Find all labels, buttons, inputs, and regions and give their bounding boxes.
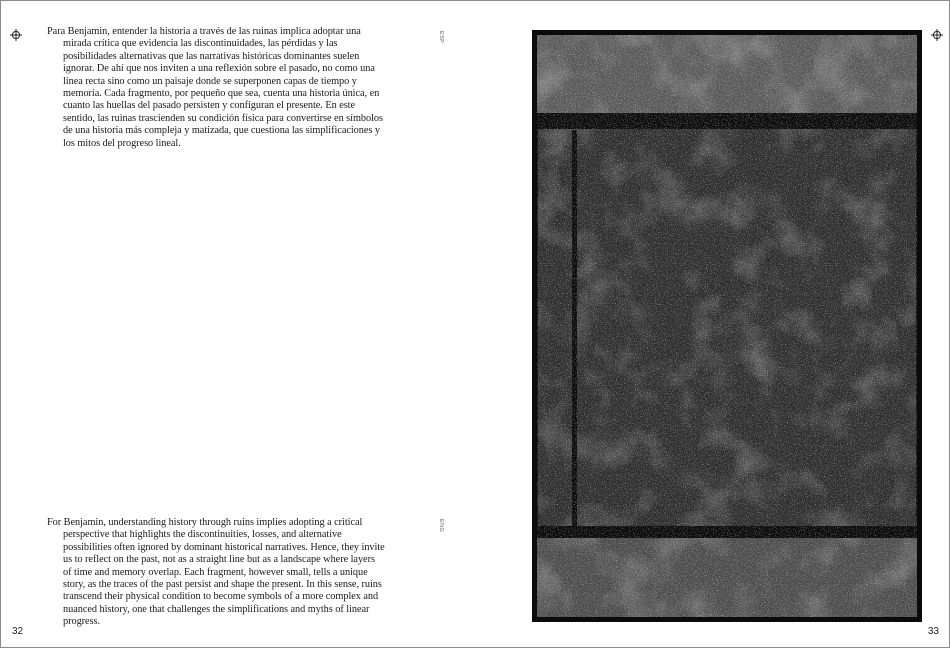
ruin-photograph (532, 30, 922, 622)
right-page (475, 1, 949, 647)
spanish-paragraph: Para Benjamin, entender la historia a través de las ruinas implica adoptar una mirada crítica que evidencia las discontinuidades, las pérdidas y las posibilidades alternativas que las narrativas históricas dominantes suelen ignorar. De ahí que nos inviten a una reflexión sobre el pasado, no como una línea recta sino como un paisaje donde se superponen capas de tiempo y memoria. Cada fragmento, por pequeño que sea, cuenta una historia única, en cuanto las huellas del pasado persisten y configuran el presente. En este sentido, las ruinas trascienden su condición física para convertirse en símbolos de una historia más compleja y matizada, que cuestiona las simplificaciones y los mitos del progreso lineal. (47, 26, 383, 149)
registration-mark-icon (931, 29, 943, 41)
language-tag-es: ESP (438, 31, 444, 44)
page-number-right: 33 (927, 626, 939, 637)
left-page (1, 1, 475, 647)
english-paragraph: For Benjamin, understanding history through ruins implies adopting a critical perspective that highlights the discontinuities, losses, and alternative possibilities often ignored by dominant historical narratives. Hence, they invite us to reflect on the past, not as a straight line but as a landscape where layers of time and memory overlap. Each fragment, however small, tells a unique story, as the traces of the past persist and shape the present. In this sense, ruins transcend their physical condition to become symbols of a more complex and nuanced history, one that challenges the simplifications and myths of linear progress. (47, 517, 385, 628)
language-tag-en: ENG (438, 519, 444, 533)
page-number-left: 32 (12, 626, 24, 637)
registration-mark-icon (10, 29, 22, 41)
